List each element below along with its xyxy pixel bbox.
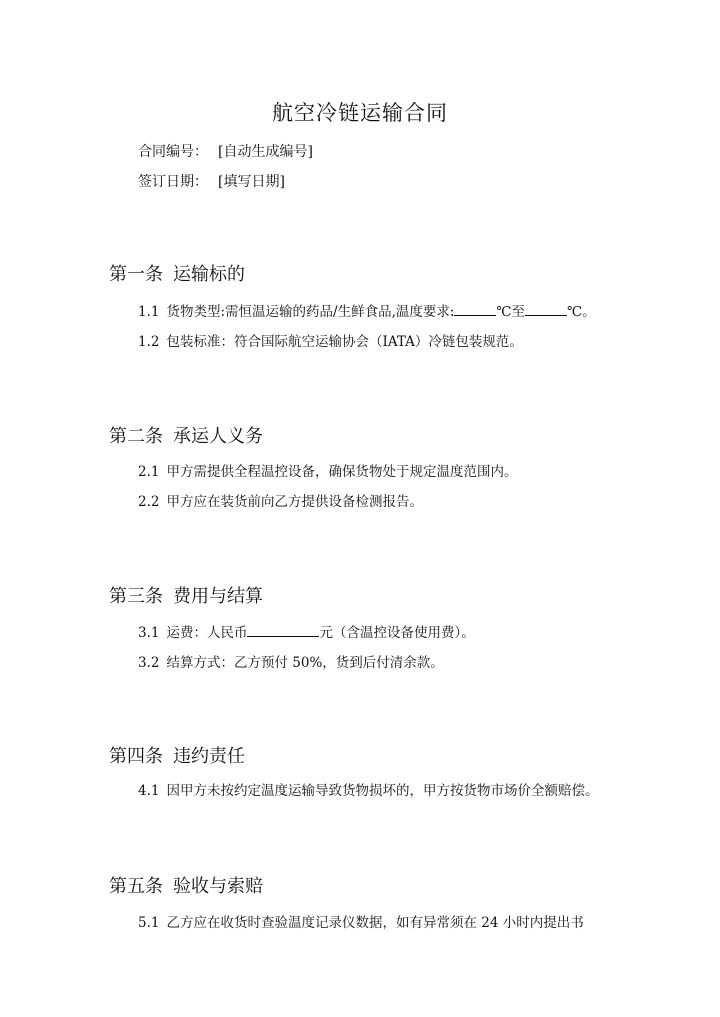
contract-number-label: 合同编号： — [138, 144, 208, 160]
clause-number: 2.1 — [138, 464, 160, 480]
clause-number: 1.1 — [138, 304, 160, 320]
article-number: 第二条 — [109, 426, 163, 447]
temp-max-blank[interactable] — [525, 303, 567, 316]
clause-2-1 — [138, 460, 517, 480]
clause-text: 元（含温控设备使用费）。 — [319, 625, 475, 641]
clause-4-1 — [138, 779, 598, 799]
sign-date-row — [138, 171, 285, 191]
article-number: 第四条 — [109, 746, 163, 767]
clause-5-1 — [138, 911, 584, 931]
clause-number: 3.2 — [138, 655, 160, 671]
contract-number-value: [自动生成编号] — [218, 144, 313, 160]
article-number: 第三条 — [109, 586, 163, 607]
clause-number: 3.1 — [138, 625, 160, 641]
sign-date-value: [填写日期] — [218, 174, 285, 190]
temp-min-blank[interactable] — [454, 303, 496, 316]
article-5-heading — [109, 872, 263, 898]
clause-text: ℃至 — [496, 304, 526, 320]
clause-text: 运费：人民币 — [166, 625, 248, 641]
clause-text: 乙方应在收货时查验温度记录仪数据，如有异常须在 24 小时内提出书 — [166, 915, 584, 931]
article-4-heading — [109, 742, 245, 768]
clause-text: 因甲方未按约定温度运输导致货物损坏的，甲方按货物市场价全额赔偿。 — [166, 783, 599, 799]
article-title: 违约责任 — [173, 746, 245, 767]
article-number: 第一条 — [109, 264, 163, 285]
clause-number: 4.1 — [138, 783, 160, 799]
article-title: 验收与索赔 — [173, 876, 263, 897]
contract-number-row — [138, 141, 313, 161]
article-number: 第五条 — [109, 876, 163, 897]
freight-amount-blank[interactable] — [247, 624, 319, 637]
clause-text: 结算方式：乙方预付 50%，货到后付清余款。 — [166, 655, 444, 671]
article-title: 运输标的 — [173, 264, 245, 285]
clause-3-1 — [138, 621, 475, 641]
article-1-heading — [109, 260, 245, 286]
article-2-heading — [109, 422, 263, 448]
clause-1-2 — [138, 330, 523, 350]
clause-text: 甲方应在装货前向乙方提供设备检测报告。 — [166, 494, 423, 510]
clause-number: 1.2 — [138, 334, 160, 350]
clause-number: 2.2 — [138, 494, 160, 510]
article-3-heading — [109, 582, 263, 608]
clause-2-2 — [138, 490, 423, 510]
article-title: 费用与结算 — [173, 586, 263, 607]
article-title: 承运人义务 — [173, 426, 263, 447]
clause-text: 甲方需提供全程温控设备，确保货物处于规定温度范围内。 — [166, 464, 518, 480]
clause-text: 货物类型:需恒温运输的药品/生鲜食品,温度要求: — [166, 304, 455, 320]
clause-text: ℃。 — [567, 304, 596, 320]
clause-number: 5.1 — [138, 915, 160, 931]
clause-1-1 — [138, 300, 596, 320]
sign-date-label: 签订日期： — [138, 174, 208, 190]
document-title: 航空冷链运输合同 — [272, 101, 448, 125]
clause-text: 包装标准：符合国际航空运输协会（IATA）冷链包装规范。 — [166, 334, 523, 350]
clause-3-2 — [138, 651, 444, 671]
